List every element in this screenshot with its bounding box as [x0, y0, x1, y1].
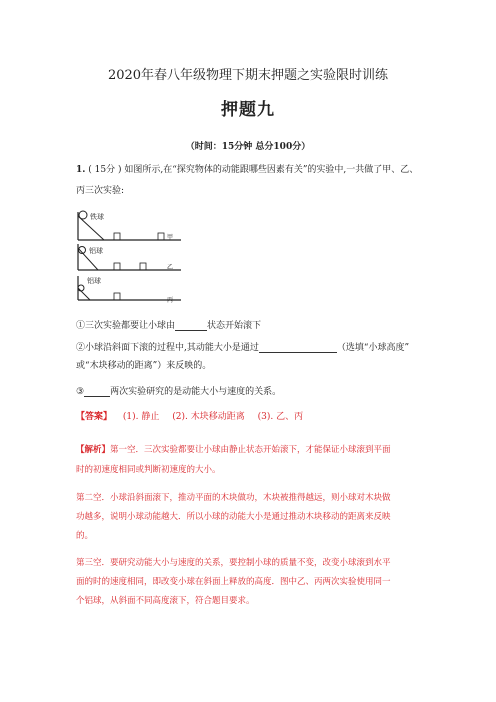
answer-tag: 【答案】 — [76, 412, 113, 422]
question-score: ( 15分 ) — [88, 165, 122, 175]
part2-line2: 或“木块移动的距离”）来反映的。 — [76, 361, 212, 371]
question-number: 1. — [76, 165, 86, 175]
analysis-p2-line1: 第二空．小球沿斜面滚下，推动平面的木块做功，木块被推得越远，则小球对木块做 — [76, 493, 391, 503]
part3 — [76, 384, 281, 397]
analysis-p2-line3: 的。 — [76, 531, 94, 541]
part3-text-b: 两次实验研究的是动能大小与速度的关系。 — [110, 387, 282, 397]
row-label-bing: 丙 — [167, 297, 174, 304]
analysis-p1-line1 — [76, 443, 391, 455]
figure-row-jia — [78, 211, 181, 241]
timing-info: （时间：15分钟 总分100分） — [185, 142, 311, 152]
ball-label-1: 铁球 — [90, 213, 104, 221]
figure-row-bing — [78, 276, 181, 304]
question-stem-line1: 如图所示,在“探究物体的动能跟哪些因素有关”的实验中,一共做了甲、乙、 — [124, 165, 419, 175]
part1 — [76, 318, 261, 331]
part3-text-a: ③ — [76, 387, 85, 397]
answer-1: (1). 静止 — [122, 412, 160, 422]
row-label-yi: 乙 — [167, 264, 174, 271]
ball-label-2: 铝球 — [89, 247, 103, 255]
part1-text-b: 状态开始滚下 — [207, 321, 262, 331]
figure-row-yi — [78, 244, 181, 271]
part1-text-a: ①三次实验都要让小球由 — [76, 321, 176, 331]
part2-text-a: ②小球沿斜面下滚的过程中,其动能大小是通过 — [76, 343, 259, 353]
analysis-p3-line2: 面的时的速度相同，即改变小球在斜面上释放的高度．图中乙、丙两次实验使用同一 — [76, 577, 391, 587]
part1-blank[interactable] — [175, 320, 207, 331]
part3-blank[interactable] — [84, 386, 110, 397]
answer-3: (3). 乙、丙 — [257, 412, 304, 422]
analysis-p1-text: 第一空．三次实验都要让小球由静止状态开始滚下，才能保证小球滚到平面 — [110, 445, 391, 455]
analysis-p3-line3: 个铝球，从斜面不同高度滚下，符合题目要求。 — [76, 596, 255, 606]
analysis-p2-line2: 功越多，说明小球动能越大．所以小球的动能大小是通过推动木块移动的距离来反映 — [76, 512, 391, 522]
part2-blank[interactable] — [259, 342, 337, 353]
analysis-tag: 【解析】 — [76, 445, 111, 455]
question-stem-line2: 丙三次实验: — [76, 186, 125, 196]
answer-2: (2). 木块移动距离 — [172, 412, 245, 422]
part2 — [76, 340, 409, 353]
page-subtitle: 押题九 — [221, 100, 275, 120]
analysis-p1-line2: 时的初速度相同或判断初速度的大小。 — [76, 465, 221, 475]
experiment-figure — [76, 210, 186, 310]
part2-text-b: （选填“小球高度” — [336, 343, 410, 353]
question-stem — [76, 164, 418, 176]
wood-block-1 — [114, 233, 120, 240]
analysis-p3-line1: 第三空．要研究动能大小与速度的关系，要控制小球的质量不变，改变小球滚到水平 — [76, 558, 391, 568]
row-label-jia: 甲 — [167, 234, 174, 241]
wood-block-3 — [114, 293, 120, 300]
page-title: 2020年春八年级物理下期末押题之实验限时训练 — [107, 68, 389, 83]
ball-label-3: 铝球 — [87, 277, 101, 285]
answer-line — [76, 409, 303, 422]
wood-block-2 — [114, 263, 120, 270]
